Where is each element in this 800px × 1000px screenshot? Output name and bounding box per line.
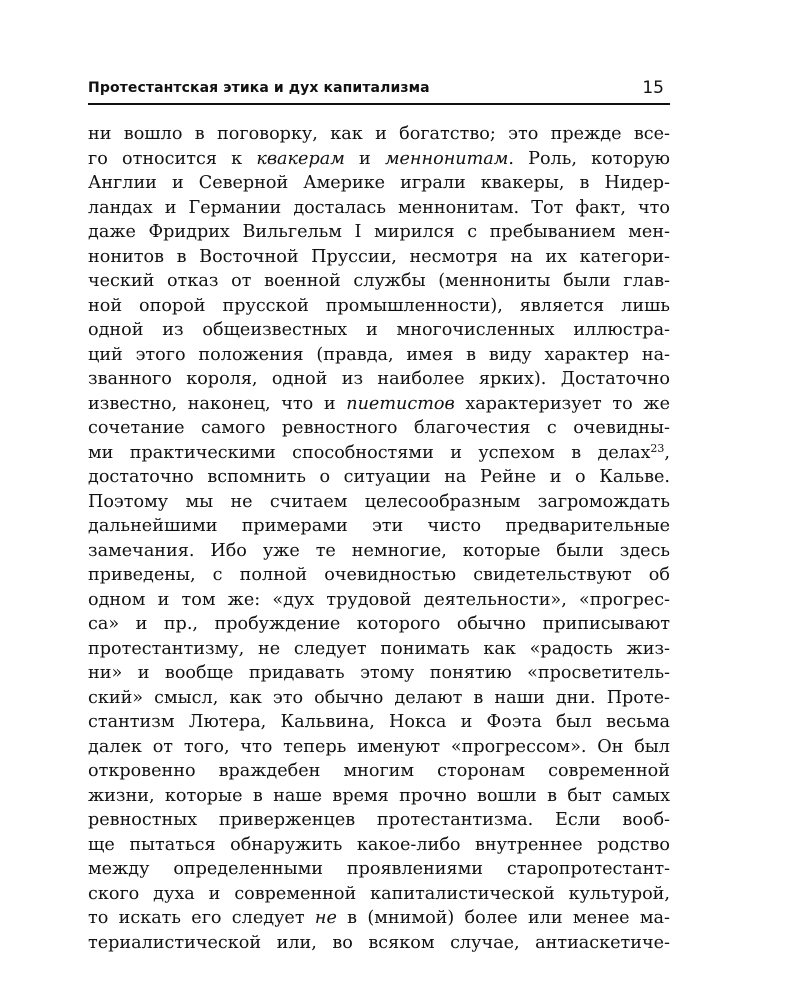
text-line: ландах и Германии досталась меннонитам. Тот факт, что [88,197,670,218]
text-line: откровенно враждебен многим сторонам современной [88,761,670,781]
text-line: приведены, с полной очевидностью свидетельствуют об [88,565,670,585]
running-title: Протестантская этика и дух капитализма [88,80,430,96]
text-line: ций этого положения (правда, имея в виду характер на- [88,344,670,365]
text-line: дальнейшими примерами эти чисто предварительные [88,516,670,536]
text-line: достаточно вспомнить о ситуации на Рейне и о Кальве. [88,467,670,487]
text-line: ной опорой прусской промышленности), является лишь [88,295,670,316]
text-line: ревностных приверженцев протестантизма. Если вооб- [88,810,670,830]
text-line: ни вошло в поговорку, как и богатство; это прежде все- [88,124,670,144]
text-line: ского духа и современной капиталистической культурой, [88,883,670,904]
text-line: между определенными проявлениями старопротестант- [88,859,670,879]
text-line: далек от того, что теперь именуют «прогрессом». Он был [88,736,670,757]
body-text [88,122,670,955]
text-line: одной из общеизвестных и многочисленных иллюстра- [88,320,670,340]
text-line: ще пытаться обнаружить какое-либо внутреннее родство [88,834,670,855]
text-line: го относится к квакерам и меннонитам. Роль, которую [88,148,670,169]
text-line: замечания. Ибо уже те немногие, которые были здесь [88,540,670,561]
text-line: Поэтому мы не считаем целесообразным загромождать [88,491,670,512]
text-line: известно, наконец, что и пиетистов характеризует то же [88,393,670,414]
text-line: даже Фридрих Вильгельм I мирился с пребыванием мен- [88,222,670,242]
text-line: жизни, которые в наше время прочно вошли в быт самых [88,785,670,806]
text-line: териалистической или, во всяком случае, антиаскетиче- [88,932,670,953]
text-line: протестантизму, не следует понимать как «радость жиз- [88,638,670,659]
running-head [88,78,670,102]
text-line: ни» и вообще придавать этому понятию «просветитель- [88,663,670,683]
text-line: са» и пр., пробуждение которого обычно приписывают [88,614,670,634]
text-line: стантизм Лютера, Кальвина, Нокса и Фоэта был весьма [88,712,670,732]
text-line: то искать его следует не в (мнимой) более или менее ма- [88,908,670,928]
text-line: ский» смысл, как это обычно делают в наши дни. Проте- [88,687,670,708]
page-number: 15 [642,78,664,98]
text-line: Англии и Северной Америке играли квакеры, в Нидер- [88,173,670,193]
text-line: одном и том же: «дух трудовой деятельности», «прогрес- [88,589,670,610]
text-line: ми практическими способностями и успехом в делах$^{23}$, [88,441,670,463]
header-rule [88,103,670,105]
text-line: званного короля, одной из наиболее ярких). Достаточно [88,369,670,389]
text-line: ческий отказ от военной службы (меннониты были глав- [88,271,670,291]
text-line: сочетание самого ревностного благочестия с очевидны- [88,418,670,438]
text-line: нонитов в Восточной Пруссии, несмотря на их категори- [88,246,670,267]
footnote-ref: 23 [650,441,665,455]
